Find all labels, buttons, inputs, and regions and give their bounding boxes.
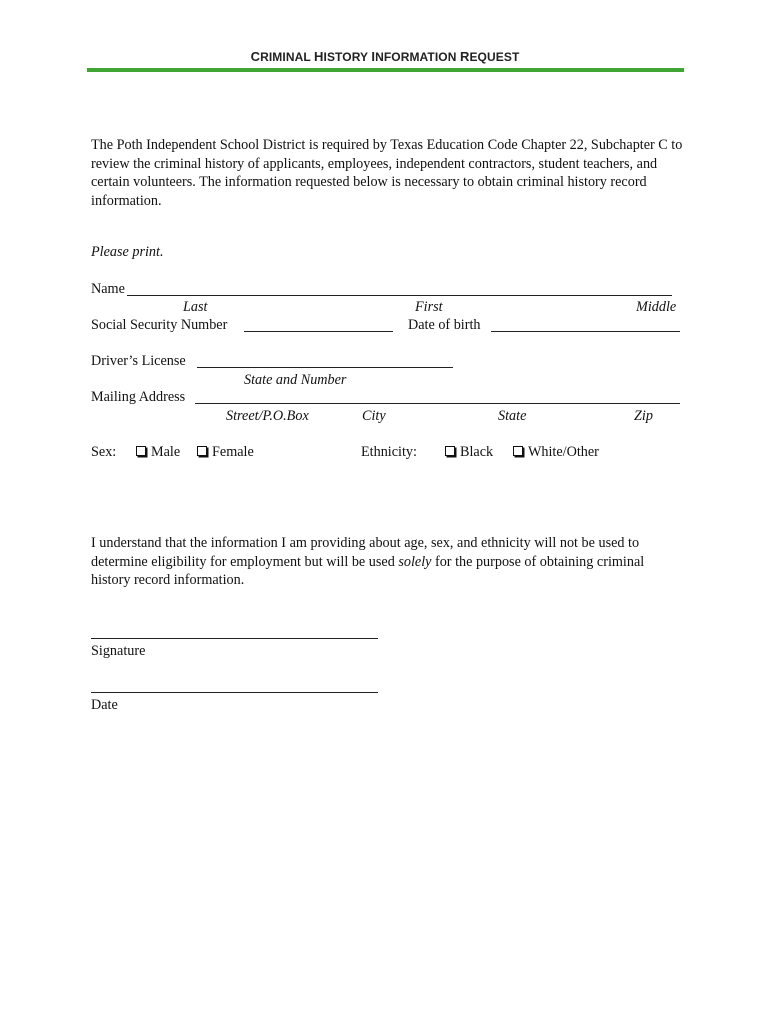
sex-option-male-label: Male bbox=[151, 444, 181, 460]
date-label: Date bbox=[91, 697, 118, 713]
name-label: Name bbox=[91, 281, 125, 297]
ethnicity-label: Ethnicity: bbox=[361, 444, 417, 460]
address-sublabel-state: State bbox=[498, 408, 527, 424]
ethnicity-option-white-other[interactable] bbox=[513, 444, 599, 461]
sex-label: Sex: bbox=[91, 444, 117, 460]
ssn-input-line[interactable] bbox=[244, 331, 393, 332]
dob-input-line[interactable] bbox=[491, 331, 680, 332]
checkbox-icon[interactable] bbox=[197, 446, 207, 456]
name-input-line[interactable] bbox=[127, 295, 672, 296]
title-word-criminal: CRIMINAL bbox=[250, 49, 315, 64]
ethnicity-option-black[interactable] bbox=[445, 444, 493, 461]
ethnicity-option-black-label: Black bbox=[460, 444, 494, 460]
license-label: Driver’s License bbox=[91, 353, 186, 369]
name-sublabel-middle: Middle bbox=[636, 299, 677, 315]
name-sublabel-last: Last bbox=[183, 299, 208, 315]
title-word-history: HISTORY bbox=[314, 49, 372, 64]
title-word-request: REQUEST bbox=[459, 49, 520, 64]
dob-label: Date of birth bbox=[408, 317, 481, 333]
address-sublabel-street: Street/P.O.Box bbox=[226, 408, 309, 424]
checkbox-icon[interactable] bbox=[136, 446, 146, 456]
form-title bbox=[0, 49, 770, 64]
signature-input-line[interactable] bbox=[91, 638, 378, 639]
name-sublabel-first: First bbox=[415, 299, 443, 315]
checkbox-icon[interactable] bbox=[445, 446, 455, 456]
sex-option-female-label: Female bbox=[212, 444, 254, 460]
sex-option-male[interactable] bbox=[136, 444, 180, 461]
date-input-line[interactable] bbox=[91, 692, 378, 693]
ethnicity-option-white-other-label: White/Other bbox=[528, 444, 599, 460]
signature-label: Signature bbox=[91, 643, 146, 659]
title-word-information: INFORMATION bbox=[371, 49, 460, 64]
header-divider bbox=[87, 68, 684, 72]
address-label: Mailing Address bbox=[91, 389, 186, 405]
sex-option-female[interactable] bbox=[197, 444, 254, 461]
intro-paragraph: The Poth Independent School District is required by Texas Education Code Chapter 22, Subchapter C to review the criminal history of applicants, employees, independent contractors, student teachers, and certain volunteers. The information requested below is necessary to obtain criminal history record information. bbox=[91, 137, 683, 209]
address-sublabel-zip: Zip bbox=[634, 408, 653, 424]
print-instruction: Please print. bbox=[91, 244, 164, 260]
ssn-label: Social Security Number bbox=[91, 317, 228, 333]
license-sublabel: State and Number bbox=[244, 372, 347, 388]
disclaimer-emphasis: solely bbox=[398, 553, 432, 570]
address-sublabel-city: City bbox=[362, 408, 386, 424]
address-input-line[interactable] bbox=[195, 403, 680, 404]
license-input-line[interactable] bbox=[197, 367, 453, 368]
disclaimer-paragraph: I understand that the information I am providing about age, sex, and ethnicity will not be used to determine eligibility for employment but will be used solely for the purpose of obtaining criminal history record information. bbox=[91, 535, 645, 588]
checkbox-icon[interactable] bbox=[513, 446, 523, 456]
